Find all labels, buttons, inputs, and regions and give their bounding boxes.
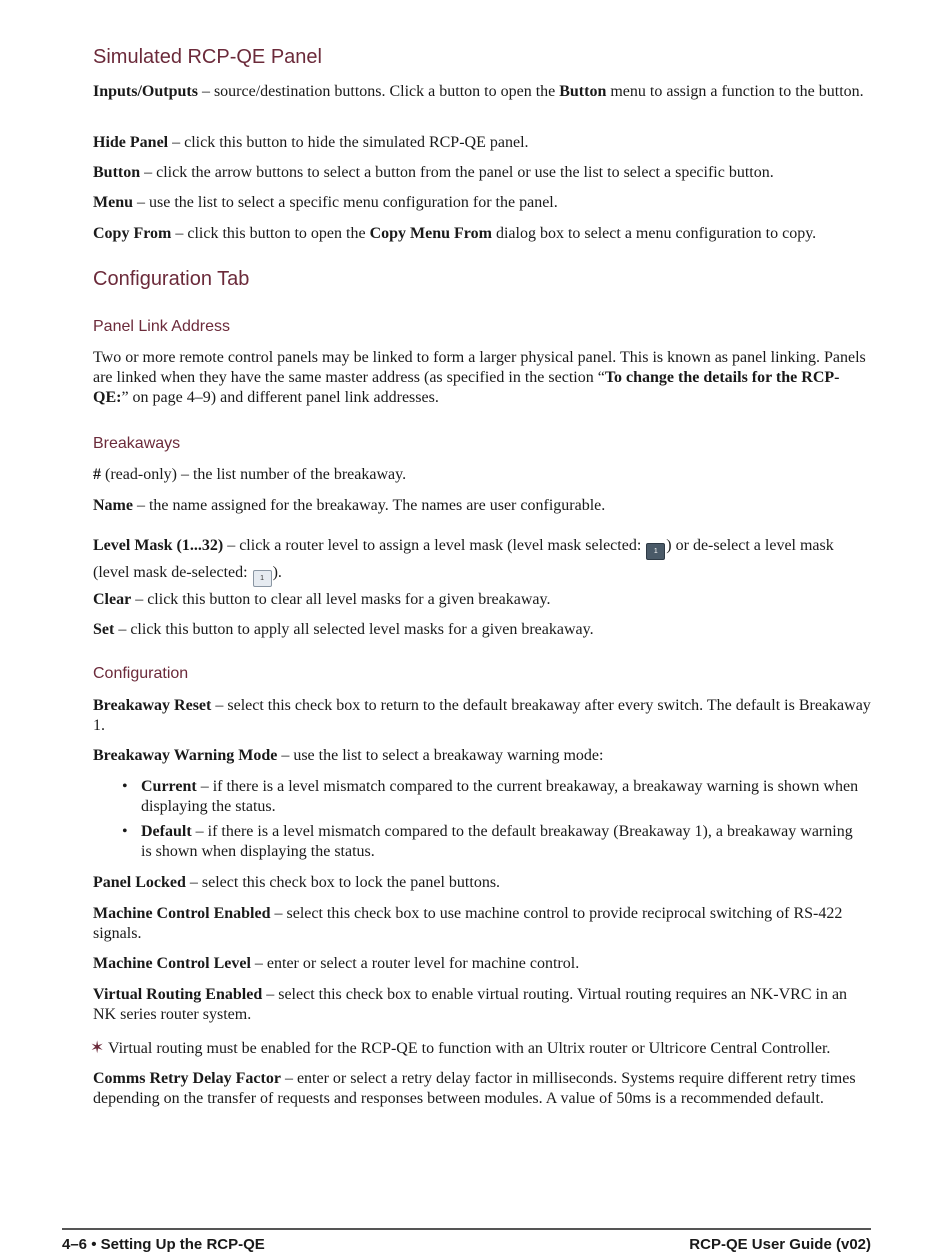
footer-rule xyxy=(62,1228,871,1230)
text-segment: (read-only) – the list number of the breakaway. xyxy=(101,466,407,483)
paragraph-copy-from xyxy=(93,224,871,244)
text-segment: – click a router level to assign a level mask (level mask selected: xyxy=(223,537,646,554)
text-segment: ) or de-select a level mask (level mask de-selected: xyxy=(93,537,834,581)
subheading-panel-link-address: Panel Link Address xyxy=(93,318,230,335)
footer-page-label: 4–6 • Setting Up the RCP-QE xyxy=(62,1236,265,1253)
text-segment: – use the list to select a breakaway warning mode: xyxy=(277,747,604,764)
text-segment: – click this button to clear all level masks for a given breakaway. xyxy=(131,591,551,608)
term-copy-menu-from: Copy Menu From xyxy=(369,225,492,242)
paragraph-machine-control-enabled xyxy=(93,904,871,944)
text-segment: – click this button to open the xyxy=(171,225,370,242)
text-segment: ” on page 4–9) and different panel link addresses. xyxy=(121,389,439,406)
term-menu: Menu xyxy=(93,194,133,211)
text-segment: – select this check box to enable virtual routing. Virtual routing requires an NK-VRC in an NK series router system. xyxy=(93,986,848,1023)
paragraph-set xyxy=(93,620,871,640)
term-button: Button xyxy=(93,164,141,181)
term-set: Set xyxy=(93,621,115,638)
text-segment: – select this check box to return to the default breakaway after every switch. The default is Breakaway 1. xyxy=(93,697,871,734)
bullet-icon: • xyxy=(122,778,128,795)
term-machine-control-enabled: Machine Control Enabled xyxy=(93,905,271,922)
text-segment: ). xyxy=(272,564,282,581)
term-name: Name xyxy=(93,497,133,514)
section-heading-configuration-tab: Configuration Tab xyxy=(93,268,250,290)
paragraph-name xyxy=(93,496,871,516)
level-mask-deselected-icon: 1 xyxy=(253,570,272,587)
paragraph-breakaway-warning-mode xyxy=(93,746,871,766)
paragraph-machine-control-level xyxy=(93,954,871,974)
text-segment: – click this button to hide the simulated RCP-QE panel. xyxy=(168,134,529,151)
text-segment: – if there is a level mismatch compared to the default breakaway (Breakaway 1), a breakaway warning is shown when displaying the status. xyxy=(141,823,853,860)
term-breakaway-warning-mode: Breakaway Warning Mode xyxy=(93,747,278,764)
text-segment: dialog box to select a menu configuration to copy. xyxy=(491,225,817,242)
text-segment: menu to assign a function to the button. xyxy=(606,83,864,100)
text-segment: – enter or select a router level for machine control. xyxy=(250,955,580,972)
term-panel-locked: Panel Locked xyxy=(93,874,186,891)
term-hide-panel: Hide Panel xyxy=(93,134,169,151)
paragraph-comms-retry-delay xyxy=(93,1069,871,1109)
term-default: Default xyxy=(141,823,192,840)
text-segment: – click the arrow buttons to select a button from the panel or use the list to select a specific button. xyxy=(140,164,774,181)
level-mask-selected-icon: 1 xyxy=(646,543,665,560)
text-segment: – use the list to select a specific menu configuration for the panel. xyxy=(133,194,558,211)
paragraph-hide-panel xyxy=(93,133,871,153)
term-breakaway-reset: Breakaway Reset xyxy=(93,697,212,714)
paragraph-clear xyxy=(93,590,871,610)
bullet-icon: • xyxy=(122,823,128,840)
subheading-breakaways: Breakaways xyxy=(93,435,181,452)
term-machine-control-level: Machine Control Level xyxy=(93,955,251,972)
text-segment: – if there is a level mismatch compared to the current breakaway, a breakaway warning is shown when displaying the status. xyxy=(141,778,859,815)
paragraph-inputs-outputs xyxy=(93,82,871,102)
term-button-menu: Button xyxy=(559,83,607,100)
text-segment: Two or more remote control panels may be linked to form a larger physical panel. This is known as panel linking. Panels are linked when they have the same master address (as specified in the section “ xyxy=(93,349,866,386)
list-item-text xyxy=(141,822,863,862)
term-inputs-outputs: Inputs/Outputs xyxy=(93,83,198,100)
paragraph-panel-locked xyxy=(93,873,871,893)
note-text: Virtual routing must be enabled for the RCP-QE to function with an Ultrix router or Ultricore Central Controller. xyxy=(107,1040,831,1057)
paragraph-button xyxy=(93,163,871,183)
paragraph-virtual-routing-enabled xyxy=(93,985,871,1025)
paragraph-breakaway-reset xyxy=(93,696,871,736)
text-segment: – the name assigned for the breakaway. The names are user configurable. xyxy=(132,497,606,514)
list-item-text xyxy=(141,777,863,817)
term-current: Current xyxy=(141,778,197,795)
text-segment: – click this button to apply all selected level masks for a given breakaway. xyxy=(114,621,594,638)
text-segment: – source/destination buttons. Click a button to open the xyxy=(197,83,560,100)
term-comms-retry-delay-factor: Comms Retry Delay Factor xyxy=(93,1070,281,1087)
text-segment: – select this check box to lock the panel buttons. xyxy=(185,874,501,891)
text-segment: – select this check box to use machine control to provide reciprocal switching of RS-422 signals. xyxy=(93,905,843,942)
paragraph-level-mask xyxy=(93,533,871,587)
term-number: # xyxy=(93,466,101,483)
paragraph-panel-link xyxy=(93,348,871,408)
footer-guide-title: RCP-QE User Guide (v02) xyxy=(689,1236,871,1253)
term-virtual-routing-enabled: Virtual Routing Enabled xyxy=(93,986,263,1003)
term-level-mask: Level Mask (1...32) xyxy=(93,537,224,554)
subheading-configuration: Configuration xyxy=(93,665,189,682)
term-copy-from: Copy From xyxy=(93,225,172,242)
cross-reference: To change the details for the RCP-QE: xyxy=(93,369,840,406)
note-star-icon: ✶ xyxy=(90,1038,105,1058)
note xyxy=(90,1038,880,1059)
paragraph-number xyxy=(93,465,871,485)
text-segment: – enter or select a retry delay factor in milliseconds. Systems require different retry times depending on the transfer of requests and responses between modules. A value of 50ms is a recommended default. xyxy=(93,1070,856,1107)
paragraph-menu xyxy=(93,193,871,213)
term-clear: Clear xyxy=(93,591,132,608)
section-heading-simulated-panel: Simulated RCP-QE Panel xyxy=(93,46,322,68)
